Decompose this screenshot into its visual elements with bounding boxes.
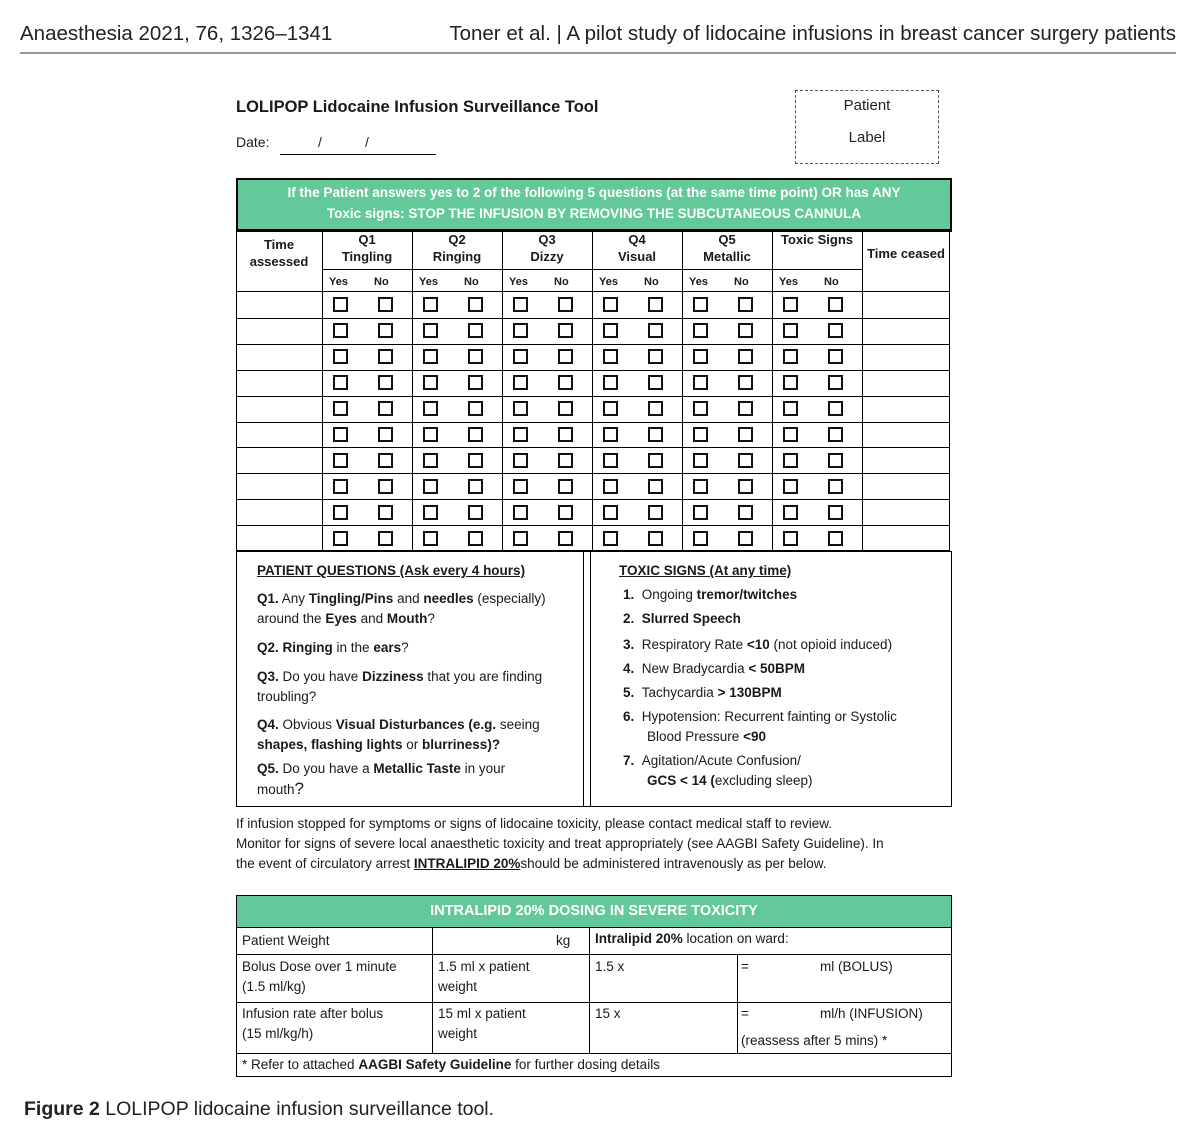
toxicity-note: If infusion stopped for symptoms or signs of lidocaine toxicity, please contact medical staff to review. Monitor for signs of severe local anaesthetic toxicity and treat appropriately (see AAGBI Safety Guideline). In the event of circulatory arrest INTRALIPID 20%should be administered intravenously as per below. (236, 816, 884, 871)
toxic-sign-6: 6. Hypotension: Recurrent fainting or Systolic Blood Pressure <90 (623, 709, 897, 744)
grid-row-line (236, 499, 950, 500)
yes-checkbox[interactable] (603, 453, 618, 468)
yes-checkbox[interactable] (783, 427, 798, 442)
bolus-unit: ml (BOLUS) (820, 959, 893, 974)
no-checkbox[interactable] (558, 531, 573, 546)
no-checkbox[interactable] (558, 297, 573, 312)
column-subheader-3: Dizzy (530, 249, 564, 264)
question-q3: Q3. Do you have Dizziness that you are finding troubling? (257, 669, 543, 704)
yes-checkbox[interactable] (423, 453, 438, 468)
yes-checkbox[interactable] (693, 297, 708, 312)
no-checkbox[interactable] (648, 375, 663, 390)
yes-checkbox[interactable] (603, 505, 618, 520)
date-field-line (280, 154, 436, 155)
no-checkbox[interactable] (468, 401, 483, 416)
toxic-signs-heading: TOXIC SIGNS (At any time) (619, 563, 792, 578)
grid-column-line (322, 229, 323, 551)
no-checkbox[interactable] (738, 505, 753, 520)
yes-checkbox[interactable] (333, 323, 348, 338)
no-checkbox[interactable] (468, 375, 483, 390)
yes-checkbox[interactable] (513, 453, 528, 468)
yes-checkbox[interactable] (333, 349, 348, 364)
no-checkbox[interactable] (828, 401, 843, 416)
no-checkbox[interactable] (378, 479, 393, 494)
warning-line1: If the Patient answers yes to 2 of the following 5 questions (at the same time point) OR has ANY (287, 185, 901, 200)
yes-checkbox[interactable] (603, 323, 618, 338)
question-q4: Q4. Obvious Visual Disturbances (e.g. seeing shapes, flashing lights or blurriness)? (257, 717, 540, 752)
yes-checkbox[interactable] (603, 349, 618, 364)
no-label: No (734, 276, 749, 288)
yes-checkbox[interactable] (693, 427, 708, 442)
no-checkbox[interactable] (468, 453, 483, 468)
no-checkbox[interactable] (558, 349, 573, 364)
no-label: No (644, 276, 659, 288)
yes-checkbox[interactable] (603, 297, 618, 312)
column-header-6: Toxic Signs (781, 232, 853, 247)
no-checkbox[interactable] (738, 323, 753, 338)
no-checkbox[interactable] (738, 427, 753, 442)
no-checkbox[interactable] (468, 531, 483, 546)
yes-checkbox[interactable] (423, 323, 438, 338)
no-checkbox[interactable] (738, 453, 753, 468)
no-checkbox[interactable] (828, 297, 843, 312)
no-checkbox[interactable] (738, 401, 753, 416)
grid-column-line (772, 229, 773, 551)
toxic-sign-2: 2. Slurred Speech (623, 611, 741, 626)
no-checkbox[interactable] (468, 479, 483, 494)
infusion-unit: ml/h (INFUSION) (820, 1006, 923, 1021)
yes-checkbox[interactable] (783, 375, 798, 390)
grid-yn-rule (236, 291, 950, 292)
no-checkbox[interactable] (378, 453, 393, 468)
yes-checkbox[interactable] (423, 349, 438, 364)
yes-checkbox[interactable] (513, 349, 528, 364)
no-checkbox[interactable] (558, 323, 573, 338)
no-checkbox[interactable] (378, 505, 393, 520)
yes-checkbox[interactable] (693, 531, 708, 546)
yes-checkbox[interactable] (333, 505, 348, 520)
yes-checkbox[interactable] (693, 349, 708, 364)
no-checkbox[interactable] (648, 323, 663, 338)
grid-row-line (236, 525, 950, 526)
no-checkbox[interactable] (648, 505, 663, 520)
figure-caption-text: LOLIPOP lidocaine infusion surveillance tool. (99, 1098, 495, 1120)
no-checkbox[interactable] (468, 349, 483, 364)
yes-label: Yes (509, 276, 528, 288)
kg-unit: kg (556, 933, 571, 948)
no-checkbox[interactable] (378, 531, 393, 546)
no-checkbox[interactable] (648, 479, 663, 494)
column-subheader-5: Metallic (703, 249, 751, 264)
reassess-note: (reassess after 5 mins) * (741, 1033, 888, 1048)
grid-column-line (502, 229, 503, 551)
yes-checkbox[interactable] (333, 453, 348, 468)
no-checkbox[interactable] (558, 479, 573, 494)
no-checkbox[interactable] (828, 349, 843, 364)
column-header-2: Q2 (448, 232, 466, 247)
yes-checkbox[interactable] (783, 453, 798, 468)
infusion-calc: 15 ml x patient weight (438, 1006, 526, 1041)
yes-checkbox[interactable] (783, 401, 798, 416)
no-checkbox[interactable] (648, 297, 663, 312)
grid-row-line (236, 396, 950, 397)
yes-checkbox[interactable] (783, 297, 798, 312)
yes-checkbox[interactable] (423, 427, 438, 442)
patient-label-box (795, 90, 939, 164)
infusion-equals: = (741, 1006, 749, 1021)
yes-checkbox[interactable] (693, 401, 708, 416)
yes-label: Yes (689, 276, 708, 288)
grid-column-line (862, 229, 863, 551)
yes-checkbox[interactable] (423, 375, 438, 390)
no-checkbox[interactable] (828, 505, 843, 520)
questions-box (236, 551, 952, 807)
no-checkbox[interactable] (378, 427, 393, 442)
column-subheader-2: Ringing (432, 249, 482, 264)
yes-checkbox[interactable] (423, 401, 438, 416)
question-q2: Q2. Ringing in the ears? (257, 640, 409, 655)
no-checkbox[interactable] (378, 297, 393, 312)
infusion-rate-label: Infusion rate after bolus (15 ml/kg/h) (242, 1006, 384, 1041)
yes-checkbox[interactable] (783, 323, 798, 338)
grid-column-line (682, 229, 683, 551)
grid-border-left (236, 229, 237, 551)
yes-checkbox[interactable] (783, 349, 798, 364)
toxic-sign-3: 3. Respiratory Rate <10 (not opioid induced) (623, 637, 893, 652)
column-header-4: Q4 (628, 232, 646, 247)
column-header-5: Q5 (718, 232, 736, 247)
intralipid-location: Intralipid 20% location on ward: (595, 931, 789, 946)
grid-border-top (236, 229, 950, 230)
no-checkbox[interactable] (378, 323, 393, 338)
yes-checkbox[interactable] (513, 297, 528, 312)
running-header (20, 18, 1176, 48)
no-checkbox[interactable] (828, 531, 843, 546)
column-subheader-1: Tingling (341, 249, 393, 264)
no-checkbox[interactable] (828, 453, 843, 468)
no-checkbox[interactable] (468, 297, 483, 312)
no-label: No (554, 276, 569, 288)
no-checkbox[interactable] (378, 349, 393, 364)
no-checkbox[interactable] (738, 297, 753, 312)
grid-row-line (236, 344, 950, 345)
no-checkbox[interactable] (378, 401, 393, 416)
infusion-factor: 15 x (595, 1006, 621, 1021)
grid-row-line (236, 318, 950, 319)
time-assessed-header: Time (263, 237, 295, 252)
yes-checkbox[interactable] (423, 531, 438, 546)
yes-checkbox[interactable] (693, 375, 708, 390)
yes-label: Yes (779, 276, 798, 288)
yes-checkbox[interactable] (693, 479, 708, 494)
column-header-1: Q1 (358, 232, 376, 247)
grid-row-line (236, 447, 950, 448)
surveillance-grid (236, 229, 950, 551)
grid-row-line (236, 473, 950, 474)
dosing-table (236, 895, 952, 1077)
patient-label-line2: Label (848, 129, 886, 146)
yes-checkbox[interactable] (603, 427, 618, 442)
no-checkbox[interactable] (558, 401, 573, 416)
yes-checkbox[interactable] (333, 375, 348, 390)
question-q5: Q5. Do you have a Metallic Taste in your mouth? (257, 761, 506, 798)
yes-checkbox[interactable] (693, 505, 708, 520)
no-checkbox[interactable] (738, 531, 753, 546)
grid-column-line (412, 229, 413, 551)
no-checkbox[interactable] (648, 349, 663, 364)
no-checkbox[interactable] (558, 453, 573, 468)
no-checkbox[interactable] (648, 531, 663, 546)
yes-checkbox[interactable] (513, 479, 528, 494)
no-checkbox[interactable] (378, 375, 393, 390)
no-checkbox[interactable] (828, 375, 843, 390)
yes-checkbox[interactable] (603, 375, 618, 390)
bolus-factor: 1.5 x (595, 959, 625, 974)
yes-checkbox[interactable] (423, 505, 438, 520)
yes-checkbox[interactable] (333, 427, 348, 442)
yes-checkbox[interactable] (513, 531, 528, 546)
figure-label: Figure 2 (24, 1098, 100, 1120)
yes-checkbox[interactable] (333, 479, 348, 494)
yes-checkbox[interactable] (333, 531, 348, 546)
date-separator: / (318, 134, 322, 150)
yes-checkbox[interactable] (333, 401, 348, 416)
no-checkbox[interactable] (648, 453, 663, 468)
toxic-sign-4: 4. New Bradycardia < 50BPM (623, 661, 805, 676)
header-rule (20, 52, 1176, 54)
bolus-equals: = (741, 959, 749, 974)
no-checkbox[interactable] (738, 479, 753, 494)
no-checkbox[interactable] (738, 375, 753, 390)
column-header-3: Q3 (538, 232, 556, 247)
no-label: No (824, 276, 839, 288)
toxic-sign-7: 7. Agitation/Acute Confusion/ GCS < 14 (excluding sleep) (623, 753, 813, 788)
yes-checkbox[interactable] (423, 479, 438, 494)
patient-label-line1: Patient (843, 97, 891, 114)
no-checkbox[interactable] (468, 323, 483, 338)
no-checkbox[interactable] (828, 479, 843, 494)
dosing-footer: * Refer to attached AAGBI Safety Guideline for further dosing details (242, 1057, 660, 1072)
questions-divider (583, 552, 591, 806)
no-checkbox[interactable] (468, 505, 483, 520)
yes-checkbox[interactable] (513, 427, 528, 442)
no-checkbox[interactable] (738, 349, 753, 364)
yes-checkbox[interactable] (783, 479, 798, 494)
yes-checkbox[interactable] (693, 453, 708, 468)
grid-header-rule (322, 269, 862, 270)
question-q1: Q1. Any Tingling/Pins and needles (especially) around the Eyes and Mouth? (257, 591, 546, 626)
figure-caption (24, 1098, 494, 1121)
yes-checkbox[interactable] (603, 401, 618, 416)
toxic-sign-5: 5. Tachycardia > 130BPM (623, 685, 782, 700)
no-checkbox[interactable] (828, 427, 843, 442)
grid-row-line (236, 370, 950, 371)
grid-column-line (592, 229, 593, 551)
toxic-sign-1: 1. Ongoing tremor/twitches (623, 587, 798, 602)
date-label: Date: (236, 134, 270, 150)
yes-checkbox[interactable] (693, 323, 708, 338)
no-checkbox[interactable] (648, 401, 663, 416)
no-checkbox[interactable] (558, 427, 573, 442)
article-title: Toner et al. | A pilot study of lidocaine infusions in breast cancer surgery patients (449, 22, 1176, 45)
patient-weight-label: Patient Weight (242, 933, 330, 948)
warning-line2: Toxic signs: STOP THE INFUSION BY REMOVING THE SUBCUTANEOUS CANNULA (326, 206, 862, 221)
bolus-dose-label: Bolus Dose over 1 minute (1.5 ml/kg) (242, 959, 397, 994)
no-label: No (374, 276, 389, 288)
date-separator: / (365, 134, 369, 150)
column-subheader-4: Visual (617, 249, 657, 264)
yes-checkbox[interactable] (333, 297, 348, 312)
time-ceased-header: Time ceased (867, 246, 945, 261)
no-checkbox[interactable] (648, 427, 663, 442)
no-checkbox[interactable] (828, 323, 843, 338)
no-label: No (464, 276, 479, 288)
no-checkbox[interactable] (558, 375, 573, 390)
dosing-heading: INTRALIPID 20% DOSING IN SEVERE TOXICITY (237, 896, 951, 927)
yes-checkbox[interactable] (783, 505, 798, 520)
yes-checkbox[interactable] (513, 401, 528, 416)
no-checkbox[interactable] (468, 427, 483, 442)
form-title: LOLIPOP Lidocaine Infusion Surveillance Tool (236, 98, 599, 116)
yes-label: Yes (419, 276, 438, 288)
time-assessed-header: assessed (249, 254, 309, 269)
yes-checkbox[interactable] (423, 297, 438, 312)
yes-label: Yes (329, 276, 348, 288)
yes-label: Yes (599, 276, 618, 288)
yes-checkbox[interactable] (603, 479, 618, 494)
journal-citation: Anaesthesia 2021, 76, 1326–1341 (20, 22, 333, 45)
grid-row-line (236, 422, 950, 423)
warning-banner (236, 178, 952, 232)
yes-checkbox[interactable] (513, 323, 528, 338)
yes-checkbox[interactable] (513, 375, 528, 390)
grid-border-right (949, 229, 950, 551)
bolus-calc: 1.5 ml x patient weight (438, 959, 530, 994)
no-checkbox[interactable] (558, 505, 573, 520)
patient-questions-heading: PATIENT QUESTIONS (Ask every 4 hours) (257, 563, 526, 578)
yes-checkbox[interactable] (513, 505, 528, 520)
yes-checkbox[interactable] (783, 531, 798, 546)
yes-checkbox[interactable] (603, 531, 618, 546)
